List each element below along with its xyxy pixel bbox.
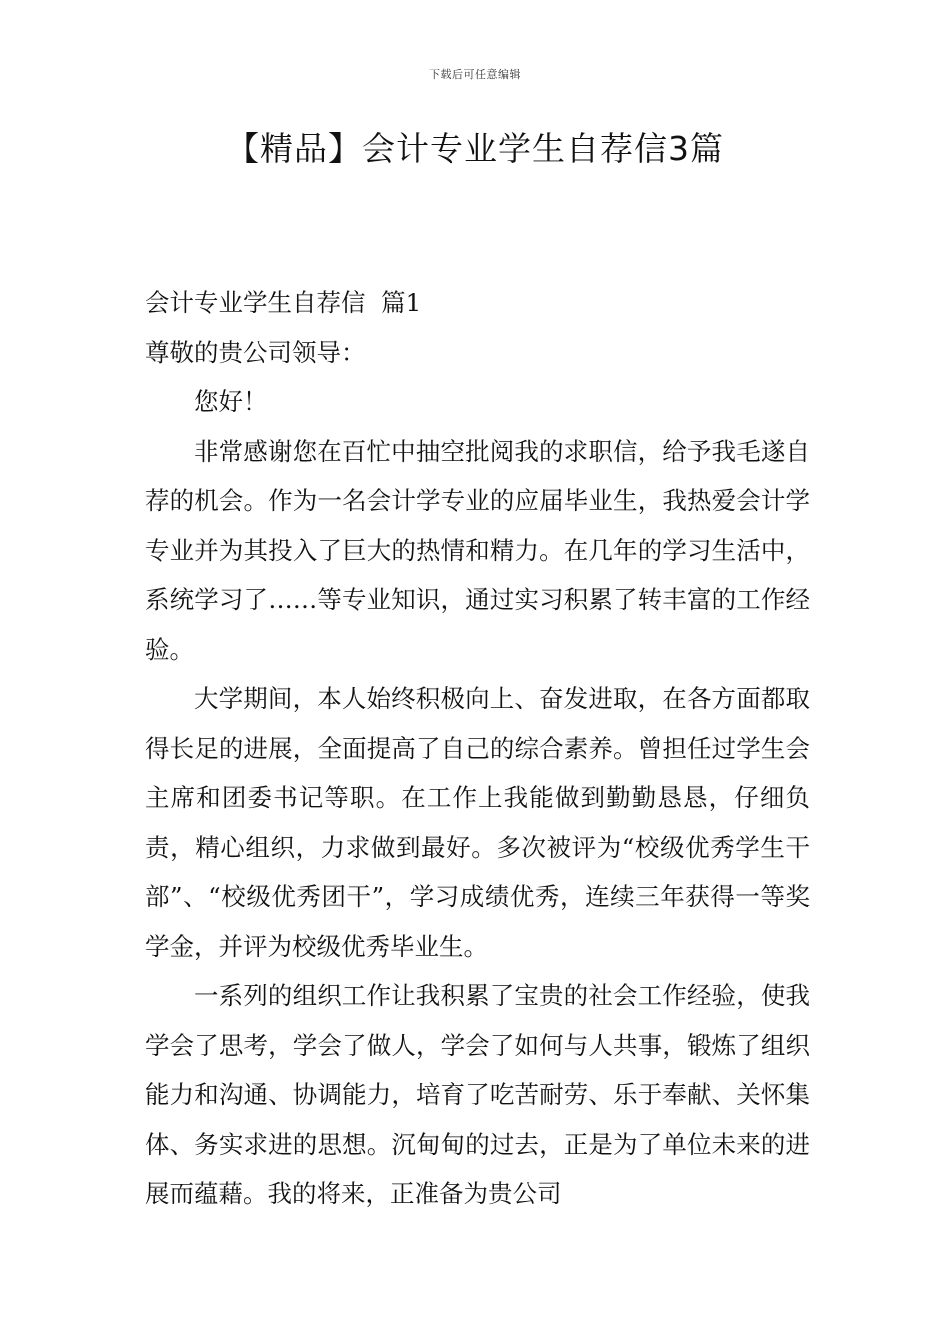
- paragraph-1: 非常感谢您在百忙中抽空批阅我的求职信，给予我毛遂自荐的机会。作为一名会计学专业的应届毕业生，我热爱会计学专业并为其投入了巨大的热情和精力。在几年的学习生活中，系统学习了……等专业知识，通过实习积累了转丰富的工作经验。: [145, 436, 810, 664]
- salutation: 尊敬的贵公司领导：: [145, 337, 366, 367]
- section-heading: 会计专业学生自荐信 篇1: [145, 288, 422, 317]
- greeting: 您好！: [194, 387, 268, 416]
- document-body: [145, 278, 810, 1219]
- paragraph-2: 大学期间，本人始终积极向上、奋发进取，在各方面都取得长足的进展，全面提高了自己的综合素养。曾担任过学生会主席和团委书记等职。在工作上我能做到勤勤恳恳，仔细负责，精心组织，力求做到最好。多次被评为“校级优秀学生干部”、“校级优秀团干”，学习成绩优秀，连续三年获得一等奖学金，并评为校级优秀毕业生。: [145, 684, 810, 961]
- document-title: 【精品】会计专业学生自荐信3篇: [226, 129, 724, 168]
- header-note: 下载后可任意编辑: [429, 68, 521, 81]
- paragraph-3: 一系列的组织工作让我积累了宝贵的社会工作经验，使我学会了思考，学会了做人，学会了如何与人共事，锻炼了组织能力和沟通、协调能力，培育了吃苦耐劳、乐于奉献、关怀集体、务实求进的思想。沉甸甸的过去，正是为了单位未来的进展而蕴藉。我的将来，正准备为贵公司: [145, 981, 810, 1208]
